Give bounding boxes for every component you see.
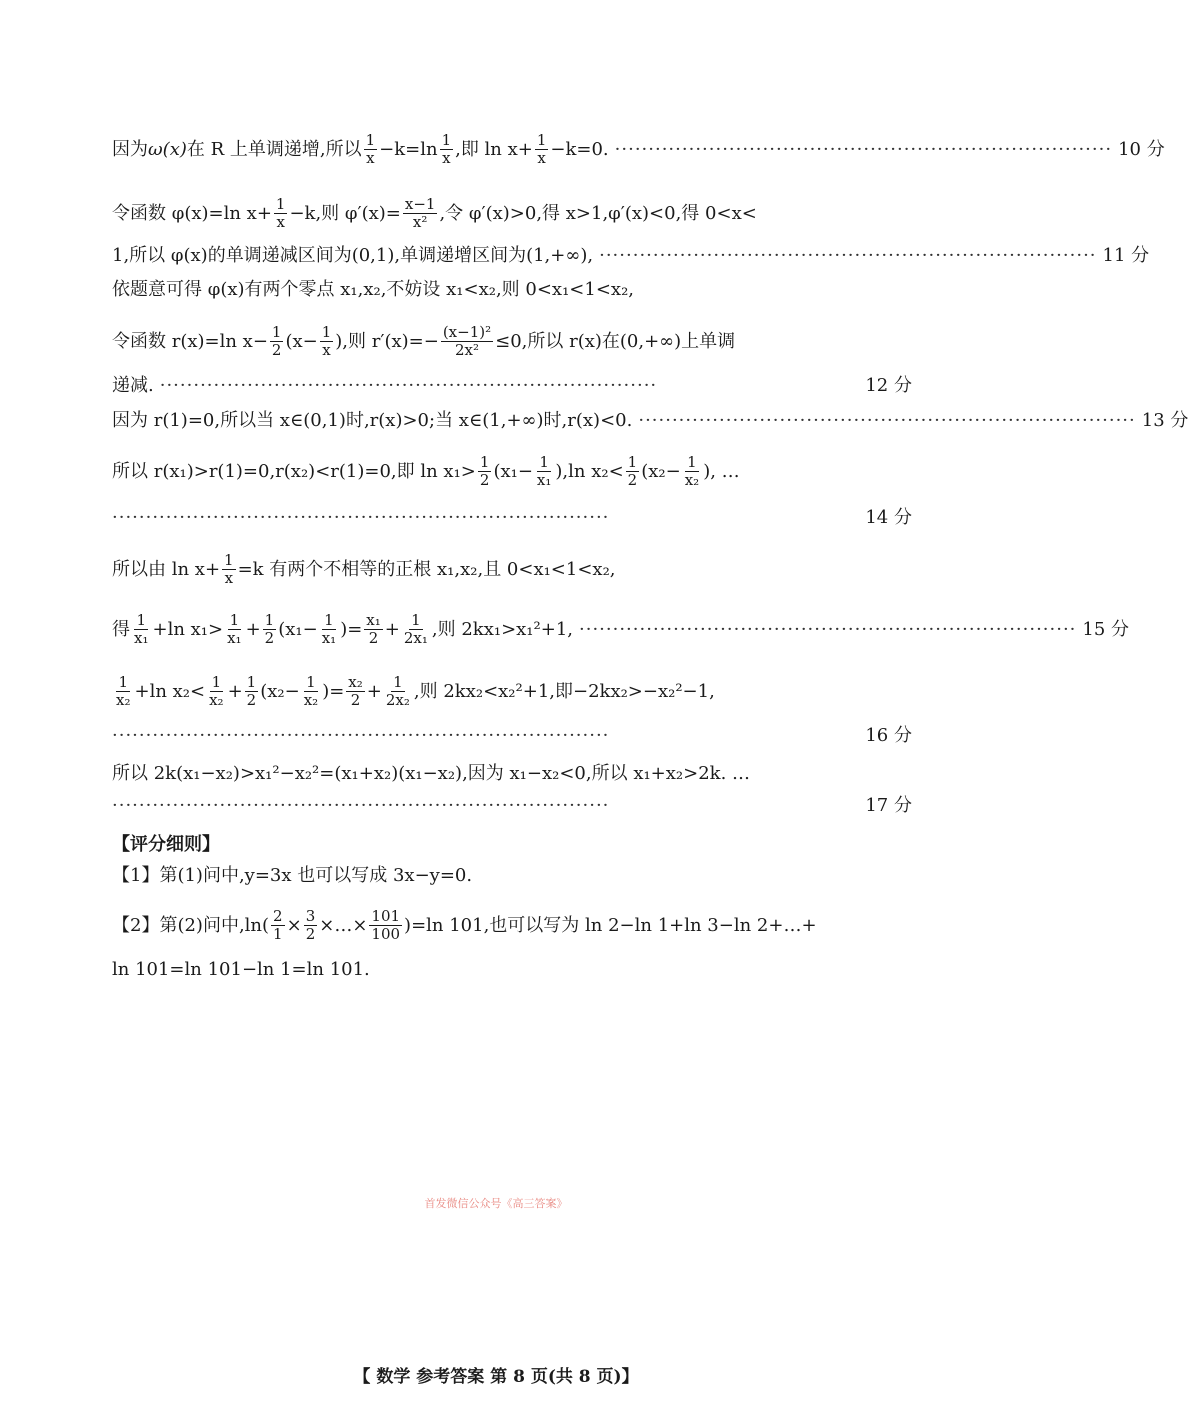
fraction: $\frac{1}{2}$ bbox=[479, 453, 490, 489]
text: −k=ln bbox=[379, 138, 438, 160]
leader-dots: ·········································································· bbox=[599, 245, 1097, 266]
text: + bbox=[227, 680, 243, 702]
step-15-b bbox=[112, 611, 1130, 647]
fraction: $\frac{\text{x₂}}{2}$ bbox=[348, 673, 363, 709]
text: ω(x) bbox=[148, 138, 187, 160]
text: (x₂− bbox=[641, 460, 681, 482]
fraction: $\frac{1}{2}$ bbox=[264, 611, 275, 647]
fraction: $\frac{1}{x}$ bbox=[536, 131, 547, 167]
fraction: $\frac{1}{\text{x₂}}$ bbox=[303, 673, 319, 709]
text: ×…× bbox=[319, 914, 368, 936]
text: )=ln 101,也可以写为 ln 2−ln 1+ln 3−ln 2+…+ bbox=[404, 914, 817, 936]
fraction: $\frac{x-1}{\text{x²}}$ bbox=[404, 195, 436, 231]
fraction: $\frac{1}{x}$ bbox=[275, 195, 286, 231]
leader-dots: ·········································································· bbox=[614, 138, 1113, 160]
fraction: $\frac{1}{\text{x₁}}$ bbox=[536, 453, 552, 489]
text: 依题意可得 φ(x)有两个零点 x₁,x₂,不妨设 x₁<x₂,则 0<x₁<1<x₂, bbox=[112, 279, 635, 300]
step-12-a bbox=[112, 324, 912, 359]
leader-dots: ·········································································· bbox=[112, 725, 610, 746]
fraction: $\frac{1}{\text{x₂}}$ bbox=[116, 673, 131, 709]
step-11-b bbox=[112, 242, 1150, 270]
text: + bbox=[245, 618, 261, 640]
fraction: $\frac{\text{(x−1)²}}{\text{2x²}}$ bbox=[442, 323, 492, 359]
fraction: $\frac{1}{2}$ bbox=[627, 453, 638, 489]
text: ), … bbox=[703, 460, 740, 482]
score: 14 分 bbox=[865, 507, 912, 528]
text: 得 bbox=[112, 618, 130, 640]
text: ≤0,所以 r(x)在(0,+∞)上单调 bbox=[495, 330, 736, 352]
step-15-a bbox=[112, 552, 912, 587]
text: (x₁− bbox=[493, 460, 533, 482]
text: ,令 φ′(x)>0,得 x>1,φ′(x)<0,得 0<x< bbox=[439, 202, 757, 224]
fraction: $\frac{1}{2}$ bbox=[246, 673, 257, 709]
rubric-item-2-continued: ln 101=ln 101−ln 1=ln 101. bbox=[112, 959, 370, 980]
text: )= bbox=[340, 618, 363, 640]
step-12-b bbox=[112, 372, 912, 400]
rubric-item-1: 【1】第(1)问中,y=3x 也可以写成 3x−y=0. bbox=[112, 865, 473, 886]
step-16-b bbox=[112, 722, 912, 750]
leader-dots: ·········································································· bbox=[112, 507, 610, 528]
fraction: $\frac{1}{\text{x₁}}$ bbox=[321, 611, 337, 647]
text: 令函数 φ(x)=ln x+ bbox=[112, 202, 272, 224]
score: 15 分 bbox=[1082, 618, 1130, 640]
text: =k 有两个不相等的正根 x₁,x₂,且 0<x₁<1<x₂, bbox=[237, 558, 616, 580]
fraction: $\frac{1}{\text{2x₂}}$ bbox=[385, 673, 410, 709]
text: (x₂− bbox=[260, 680, 300, 702]
step-14-b bbox=[112, 504, 912, 532]
fraction: $\frac{1}{x}$ bbox=[321, 323, 332, 359]
step-13 bbox=[112, 407, 1188, 435]
text: 递减. bbox=[112, 375, 154, 396]
leader-dots: ·········································································· bbox=[159, 375, 658, 396]
text: 所以由 ln x+ bbox=[112, 558, 221, 580]
fraction: $\frac{1}{\text{x₁}}$ bbox=[134, 611, 149, 647]
step-17-a bbox=[112, 760, 912, 788]
text: ,则 2kx₂<x₂²+1,即−2kx₂>−x₂²−1, bbox=[413, 680, 715, 702]
fraction: $\frac{\text{x₁}}{2}$ bbox=[366, 611, 381, 647]
step-11-a bbox=[112, 196, 912, 231]
text: −k=0. bbox=[550, 138, 609, 160]
fraction: $\frac{1}{\text{2x₁}}$ bbox=[403, 611, 428, 647]
fraction: $\frac{1}{x}$ bbox=[224, 551, 234, 587]
text: +ln x₁> bbox=[152, 618, 224, 640]
fraction: $\frac{2}{1}$ bbox=[273, 907, 283, 943]
text: + bbox=[366, 680, 382, 702]
text: 【2】第(2)问中,ln( bbox=[112, 914, 270, 936]
text: 因为 r(1)=0,所以当 x∈(0,1)时,r(x)>0;当 x∈(1,+∞)时,r(x)<0. bbox=[112, 410, 633, 431]
score: 16 分 bbox=[865, 725, 912, 746]
step-14-a bbox=[112, 454, 912, 489]
text: ,即 ln x+ bbox=[455, 138, 533, 160]
step-16-a bbox=[112, 674, 912, 709]
fraction: $\frac{3}{2}$ bbox=[305, 907, 316, 943]
fraction: $\frac{1}{\text{x₁}}$ bbox=[227, 611, 242, 647]
text: ,则 2kx₁>x₁²+1, bbox=[431, 618, 573, 640]
fraction: $\frac{101}{100}$ bbox=[371, 907, 401, 943]
text: (x− bbox=[285, 330, 318, 352]
fraction: $\frac{1}{\text{x₂}}$ bbox=[209, 673, 224, 709]
rubric-heading: 【评分细则】 bbox=[112, 834, 220, 855]
text: (x₁− bbox=[278, 618, 318, 640]
text: ),则 r′(x)=− bbox=[335, 330, 439, 352]
text: × bbox=[286, 914, 302, 936]
fraction: $\frac{1}{\text{x₂}}$ bbox=[684, 453, 700, 489]
text: + bbox=[384, 618, 400, 640]
text: 在 R 上单调递增,所以 bbox=[186, 138, 362, 160]
fraction: $\frac{1}{2}$ bbox=[271, 323, 282, 359]
rubric-item-2 bbox=[112, 908, 912, 943]
fraction: $\frac{1}{x}$ bbox=[441, 131, 452, 167]
leader-dots: ·········································································· bbox=[579, 618, 1077, 640]
text: +ln x₂< bbox=[134, 680, 206, 702]
page-footer: 【 数学 参考答案 第 8 页(共 8 页)】 bbox=[353, 1367, 639, 1387]
step-10 bbox=[112, 131, 1165, 167]
text: )= bbox=[322, 680, 345, 702]
text: 令函数 r(x)=ln x− bbox=[112, 330, 268, 352]
step-11-c bbox=[112, 276, 912, 304]
step-17-b bbox=[112, 792, 912, 820]
text: 所以 2k(x₁−x₂)>x₁²−x₂²=(x₁+x₂)(x₁−x₂),因为 x₁−x₂<0,所以 x₁+x₂>2k. … bbox=[112, 763, 751, 784]
text: 因为 bbox=[112, 138, 148, 160]
text: 所以 r(x₁)>r(1)=0,r(x₂)<r(1)=0,即 ln x₁> bbox=[112, 460, 476, 482]
text: −k,则 φ′(x)= bbox=[289, 202, 401, 224]
fraction: $\frac{1}{x}$ bbox=[365, 131, 376, 167]
leader-dots: ·········································································· bbox=[112, 795, 610, 816]
score: 12 分 bbox=[865, 375, 912, 396]
score: 17 分 bbox=[865, 795, 912, 816]
text: ),ln x₂< bbox=[555, 460, 624, 482]
text: 1,所以 φ(x)的单调递减区间为(0,1),单调递增区间为(1,+∞), bbox=[112, 245, 594, 266]
leader-dots: ·········································································· bbox=[638, 410, 1136, 431]
score: 13 分 bbox=[1141, 410, 1188, 431]
score: 11 分 bbox=[1102, 245, 1150, 266]
score: 10 分 bbox=[1118, 138, 1165, 160]
watermark: 首发微信公众号《高三答案》 bbox=[424, 1197, 568, 1210]
